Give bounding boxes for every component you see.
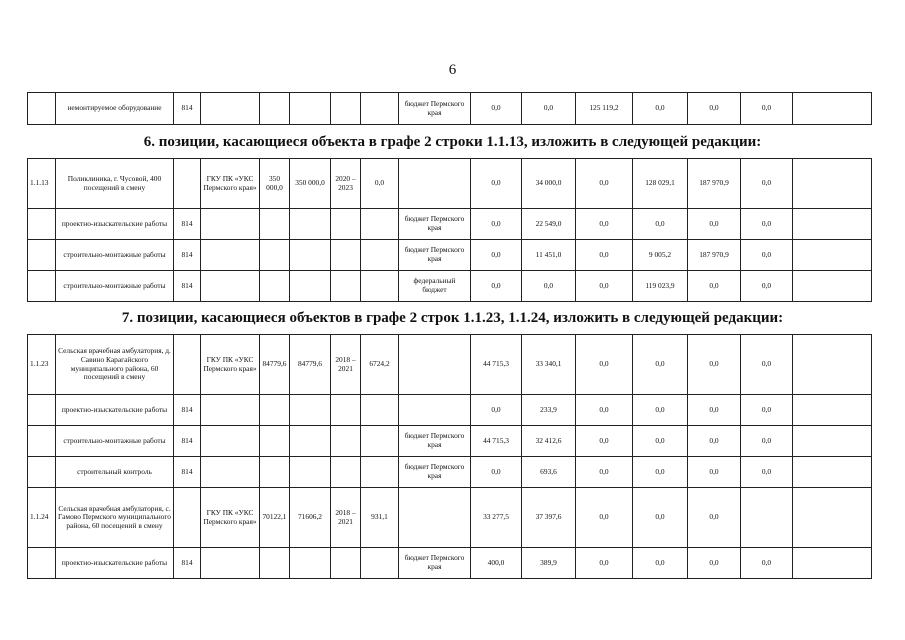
table-cell: 0,0	[471, 271, 522, 302]
table-cell: 0,0	[576, 240, 633, 271]
table-cell	[331, 93, 361, 125]
table-cell: 1.1.13	[28, 159, 56, 209]
table-cell	[399, 335, 471, 395]
table-cell: 0,0	[688, 335, 741, 395]
table-cell: бюджет Пермского края	[399, 209, 471, 240]
table-cell: 814	[174, 548, 201, 579]
table-cell	[361, 93, 399, 125]
table-cell: 0,0	[741, 93, 793, 125]
table-cell	[260, 93, 290, 125]
table-cell	[201, 93, 260, 125]
table-cell	[741, 488, 793, 548]
table-cell	[290, 93, 331, 125]
table-cell: проектно-изыскательские работы	[56, 395, 174, 426]
table-cell: 2018 – 2021	[331, 335, 361, 395]
table-cell	[793, 548, 872, 579]
table-cell: 0,0	[576, 426, 633, 457]
table-cell	[399, 395, 471, 426]
table-row	[28, 548, 872, 579]
table-cell: 0,0	[688, 93, 741, 125]
table-cell: 0,0	[576, 159, 633, 209]
heading-6: 6. позиции, касающиеся объекта в графе 2 строки 1.1.13, изложить в следующей редакции:	[143, 134, 762, 150]
table-cell: 0,0	[741, 457, 793, 488]
table-cell: 34 000,0	[522, 159, 576, 209]
table-cell	[290, 395, 331, 426]
table-cell: 44 715,3	[471, 426, 522, 457]
table-cell: 0,0	[688, 488, 741, 548]
table-cell	[290, 240, 331, 271]
table-cell: 1.1.24	[28, 488, 56, 548]
table-row	[28, 209, 872, 240]
table-cell: строительно-монтажные работы	[56, 426, 174, 457]
table-cell: 814	[174, 271, 201, 302]
table-row	[28, 335, 872, 395]
table-cell: 0,0	[633, 335, 688, 395]
table-cell: 187 970,9	[688, 240, 741, 271]
table-cell: 0,0	[576, 335, 633, 395]
table-cell	[290, 209, 331, 240]
table-cell	[793, 457, 872, 488]
table-cell: 0,0	[741, 335, 793, 395]
table-cell	[793, 271, 872, 302]
table-cell	[793, 209, 872, 240]
table-cell: 84779,6	[290, 335, 331, 395]
table-cell: 0,0	[741, 159, 793, 209]
table-cell: 0,0	[471, 457, 522, 488]
table-bot	[27, 334, 872, 579]
table-cell	[201, 426, 260, 457]
table-cell	[331, 209, 361, 240]
table-cell: 0,0	[633, 488, 688, 548]
table-cell	[174, 159, 201, 209]
table-cell	[793, 488, 872, 548]
table-cell: 0,0	[633, 395, 688, 426]
table-cell: 0,0	[741, 271, 793, 302]
heading-7: 7. позиции, касающиеся объектов в графе 2 строк 1.1.23, 1.1.24, изложить в следующей редакции:	[121, 310, 784, 326]
table-cell: 814	[174, 209, 201, 240]
table-cell: 125 119,2	[576, 93, 633, 125]
table-cell: 0,0	[576, 457, 633, 488]
table-cell: Поликлиника, г. Чусовой, 400 посещений в смену	[56, 159, 174, 209]
table-cell: 2018 – 2021	[331, 488, 361, 548]
table-cell	[28, 240, 56, 271]
table-cell	[174, 488, 201, 548]
table-cell: бюджет Пермского края	[399, 93, 471, 125]
table-cell	[260, 209, 290, 240]
table-cell: 0,0	[688, 548, 741, 579]
table-cell	[793, 426, 872, 457]
table-cell: 9 005,2	[633, 240, 688, 271]
table-cell: 33 277,5	[471, 488, 522, 548]
table-cell	[331, 271, 361, 302]
table-cell	[793, 335, 872, 395]
table-cell	[399, 488, 471, 548]
table-cell: бюджет Пермского края	[399, 457, 471, 488]
table-cell: 0,0	[741, 426, 793, 457]
table-cell	[201, 548, 260, 579]
table-cell	[793, 93, 872, 125]
table-cell: 0,0	[576, 271, 633, 302]
table-cell: 0,0	[633, 457, 688, 488]
table-cell	[28, 548, 56, 579]
table-cell	[290, 457, 331, 488]
table-cell: проектно-изыскательские работы	[56, 548, 174, 579]
table-cell: 931,1	[361, 488, 399, 548]
table-cell: 0,0	[688, 395, 741, 426]
table-row	[28, 271, 872, 302]
table-cell: 0,0	[471, 93, 522, 125]
table-cell: 814	[174, 240, 201, 271]
table-cell: 0,0	[741, 395, 793, 426]
table-cell: 0,0	[471, 209, 522, 240]
table-cell: немонтируемое оборудование	[56, 93, 174, 125]
table-cell: 389,9	[522, 548, 576, 579]
table-cell	[28, 93, 56, 125]
table-row	[28, 488, 872, 548]
table-cell: 0,0	[688, 457, 741, 488]
table-cell	[28, 426, 56, 457]
table-cell: 22 549,0	[522, 209, 576, 240]
page-number: 6	[448, 62, 457, 78]
table-cell: 350 000,0	[290, 159, 331, 209]
table-cell	[260, 457, 290, 488]
table-cell: 814	[174, 457, 201, 488]
table-cell: 0,0	[471, 240, 522, 271]
table-cell	[793, 395, 872, 426]
table-cell: строительный контроль	[56, 457, 174, 488]
table-cell: 37 397,6	[522, 488, 576, 548]
table-cell	[793, 159, 872, 209]
table-cell: ГКУ ПК «УКС Пермского края»	[201, 488, 260, 548]
table-cell: 0,0	[741, 548, 793, 579]
table-cell: 0,0	[576, 395, 633, 426]
table-cell: 70122,1	[260, 488, 290, 548]
table-row	[28, 93, 872, 125]
table-cell: 0,0	[361, 159, 399, 209]
table-cell: 71606,2	[290, 488, 331, 548]
table-cell	[399, 159, 471, 209]
table-cell: 187 970,9	[688, 159, 741, 209]
table-cell: 2020 – 2023	[331, 159, 361, 209]
table-cell: 400,0	[471, 548, 522, 579]
table-cell: 0,0	[633, 426, 688, 457]
table-cell	[361, 240, 399, 271]
table-cell: 1.1.23	[28, 335, 56, 395]
table-mid	[27, 158, 872, 302]
table-cell	[361, 457, 399, 488]
table-cell: 0,0	[471, 159, 522, 209]
table-cell	[28, 457, 56, 488]
table-cell: 233,9	[522, 395, 576, 426]
table-cell: 119 023,9	[633, 271, 688, 302]
table-cell: 6724,2	[361, 335, 399, 395]
table-cell: 350 000,0	[260, 159, 290, 209]
table-cell: 0,0	[471, 395, 522, 426]
table-cell	[201, 209, 260, 240]
table-cell: 814	[174, 93, 201, 125]
table-cell: 814	[174, 395, 201, 426]
table-cell	[260, 426, 290, 457]
table-cell	[361, 209, 399, 240]
table-cell: 0,0	[688, 271, 741, 302]
table-cell: 128 029,1	[633, 159, 688, 209]
table-cell: 11 451,0	[522, 240, 576, 271]
table-cell	[201, 395, 260, 426]
table-cell	[331, 240, 361, 271]
table-cell	[201, 240, 260, 271]
table-cell: 0,0	[576, 488, 633, 548]
table-cell: 814	[174, 426, 201, 457]
table-cell	[290, 426, 331, 457]
table-cell: 693,6	[522, 457, 576, 488]
table-cell: проектно-изыскательские работы	[56, 209, 174, 240]
table-cell	[201, 457, 260, 488]
table-cell	[331, 457, 361, 488]
table-cell	[290, 548, 331, 579]
table-cell: бюджет Пермского края	[399, 548, 471, 579]
table-cell	[361, 426, 399, 457]
table-cell: 0,0	[522, 93, 576, 125]
table-top	[27, 92, 872, 125]
table-cell: 84779,6	[260, 335, 290, 395]
table-cell	[290, 271, 331, 302]
table-cell: Сельская врачебная амбулатория, д. Савино Карагайского муниципального района, 60 посещений в смену	[56, 335, 174, 395]
table-cell	[174, 335, 201, 395]
table-cell	[331, 426, 361, 457]
table-cell	[260, 548, 290, 579]
table-cell: бюджет Пермского края	[399, 240, 471, 271]
table-cell: ГКУ ПК «УКС Пермского края»	[201, 335, 260, 395]
table-cell: 0,0	[576, 548, 633, 579]
table-cell	[331, 548, 361, 579]
table-cell	[361, 548, 399, 579]
table-cell: 0,0	[633, 548, 688, 579]
table-cell: бюджет Пермского края	[399, 426, 471, 457]
table-cell: 0,0	[741, 209, 793, 240]
table-cell: ГКУ ПК «УКС Пермского края»	[201, 159, 260, 209]
table-row	[28, 240, 872, 271]
table-cell	[361, 395, 399, 426]
table-cell	[28, 395, 56, 426]
table-cell	[28, 209, 56, 240]
table-cell	[260, 271, 290, 302]
table-cell: 0,0	[688, 209, 741, 240]
table-cell	[331, 395, 361, 426]
table-row	[28, 395, 872, 426]
table-cell	[361, 271, 399, 302]
table-cell: 0,0	[522, 271, 576, 302]
table-cell: 0,0	[633, 93, 688, 125]
table-cell	[260, 240, 290, 271]
table-row	[28, 457, 872, 488]
table-cell: федеральный бюджет	[399, 271, 471, 302]
table-cell	[28, 271, 56, 302]
table-cell: 0,0	[688, 426, 741, 457]
table-cell	[793, 240, 872, 271]
table-row	[28, 159, 872, 209]
table-cell: 33 340,1	[522, 335, 576, 395]
table-cell: строительно-монтажные работы	[56, 240, 174, 271]
table-cell: 44 715,3	[471, 335, 522, 395]
table-cell: Сельская врачебная амбулатория, с. Гамово Пермского муниципального района, 60 посещений в смену	[56, 488, 174, 548]
table-cell: строительно-монтажные работы	[56, 271, 174, 302]
table-cell: 0,0	[741, 240, 793, 271]
table-cell	[260, 395, 290, 426]
table-row	[28, 426, 872, 457]
table-cell: 32 412,6	[522, 426, 576, 457]
table-cell	[201, 271, 260, 302]
table-cell: 0,0	[576, 209, 633, 240]
table-cell: 0,0	[633, 209, 688, 240]
